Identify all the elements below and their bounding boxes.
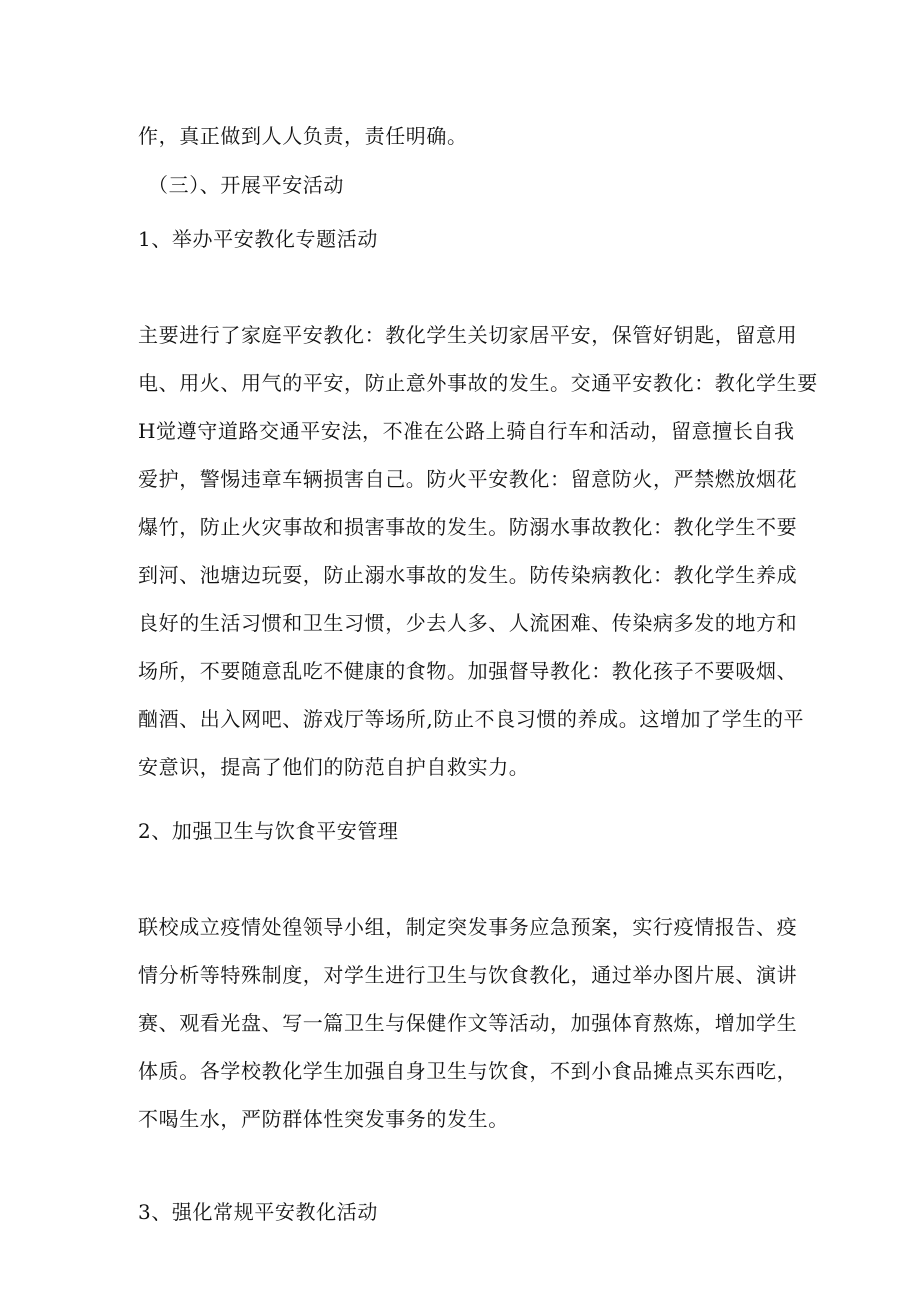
text-line: 作，真正做到人人负责，责任明确。 — [138, 124, 468, 148]
subsection-heading: 2、加强卫生与饮食平安管理 — [138, 819, 399, 843]
section-heading: （三）、开展平安活动 — [148, 173, 344, 197]
subsection-heading: 1、举办平安教化专题活动 — [138, 227, 378, 251]
text-line: H觉遵守道路交通平安法，不准在公路上骑自行车和活动，留意擅长自我 — [138, 419, 795, 443]
text-line: 酗酒、出入网吧、游戏厅等场所,防止不良习惯的养成。这增加了学生的平 — [138, 707, 805, 731]
subsection-heading: 3、强化常规平安教化活动 — [138, 1200, 378, 1224]
text-line: 联校成立疫情处徨领导小组，制定突发事务应急预案，实行疫情报告、疫 — [138, 915, 798, 939]
text-line: 爆竹，防止火灾事故和损害事故的发生。防溺水事故教化：教化学生不要 — [138, 515, 798, 539]
text-line: 爱护，警惕违章车辆损害自己。防火平安教化：留意防火，严禁燃放烟花 — [138, 467, 798, 491]
text-line: 安意识，提高了他们的防范自护自救实力。 — [138, 755, 530, 779]
text-line: 体质。各学校教化学生加强自身卫生与饮食，不到小食品摊点买东西吃， — [138, 1059, 798, 1083]
text-line: 赛、观看光盘、写一篇卫生与保健作文等活动，加强体育熬炼，增加学生 — [138, 1011, 798, 1035]
text-line: 电、用火、用气的平安，防止意外事故的发生。交通平安教化：教化学生要 — [138, 371, 818, 395]
text-line: 主要进行了家庭平安教化：教化学生关切家居平安，保管好钥匙，留意用 — [138, 323, 798, 347]
text-line: 情分析等特殊制度，对学生进行卫生与饮食教化，通过举办图片展、演讲 — [138, 963, 798, 987]
text-line: 场所，不要随意乱吃不健康的食物。加强督导教化：教化孩子不要吸烟、 — [138, 659, 798, 683]
text-line: 良好的生活习惯和卫生习惯，少去人多、人流困难、传染病多发的地方和 — [138, 611, 798, 635]
text-line: 不喝生水，严防群体性突发事务的发生。 — [138, 1107, 509, 1131]
text-line: 到河、池塘边玩耍，防止溺水事故的发生。防传染病教化：教化学生养成 — [138, 563, 798, 587]
